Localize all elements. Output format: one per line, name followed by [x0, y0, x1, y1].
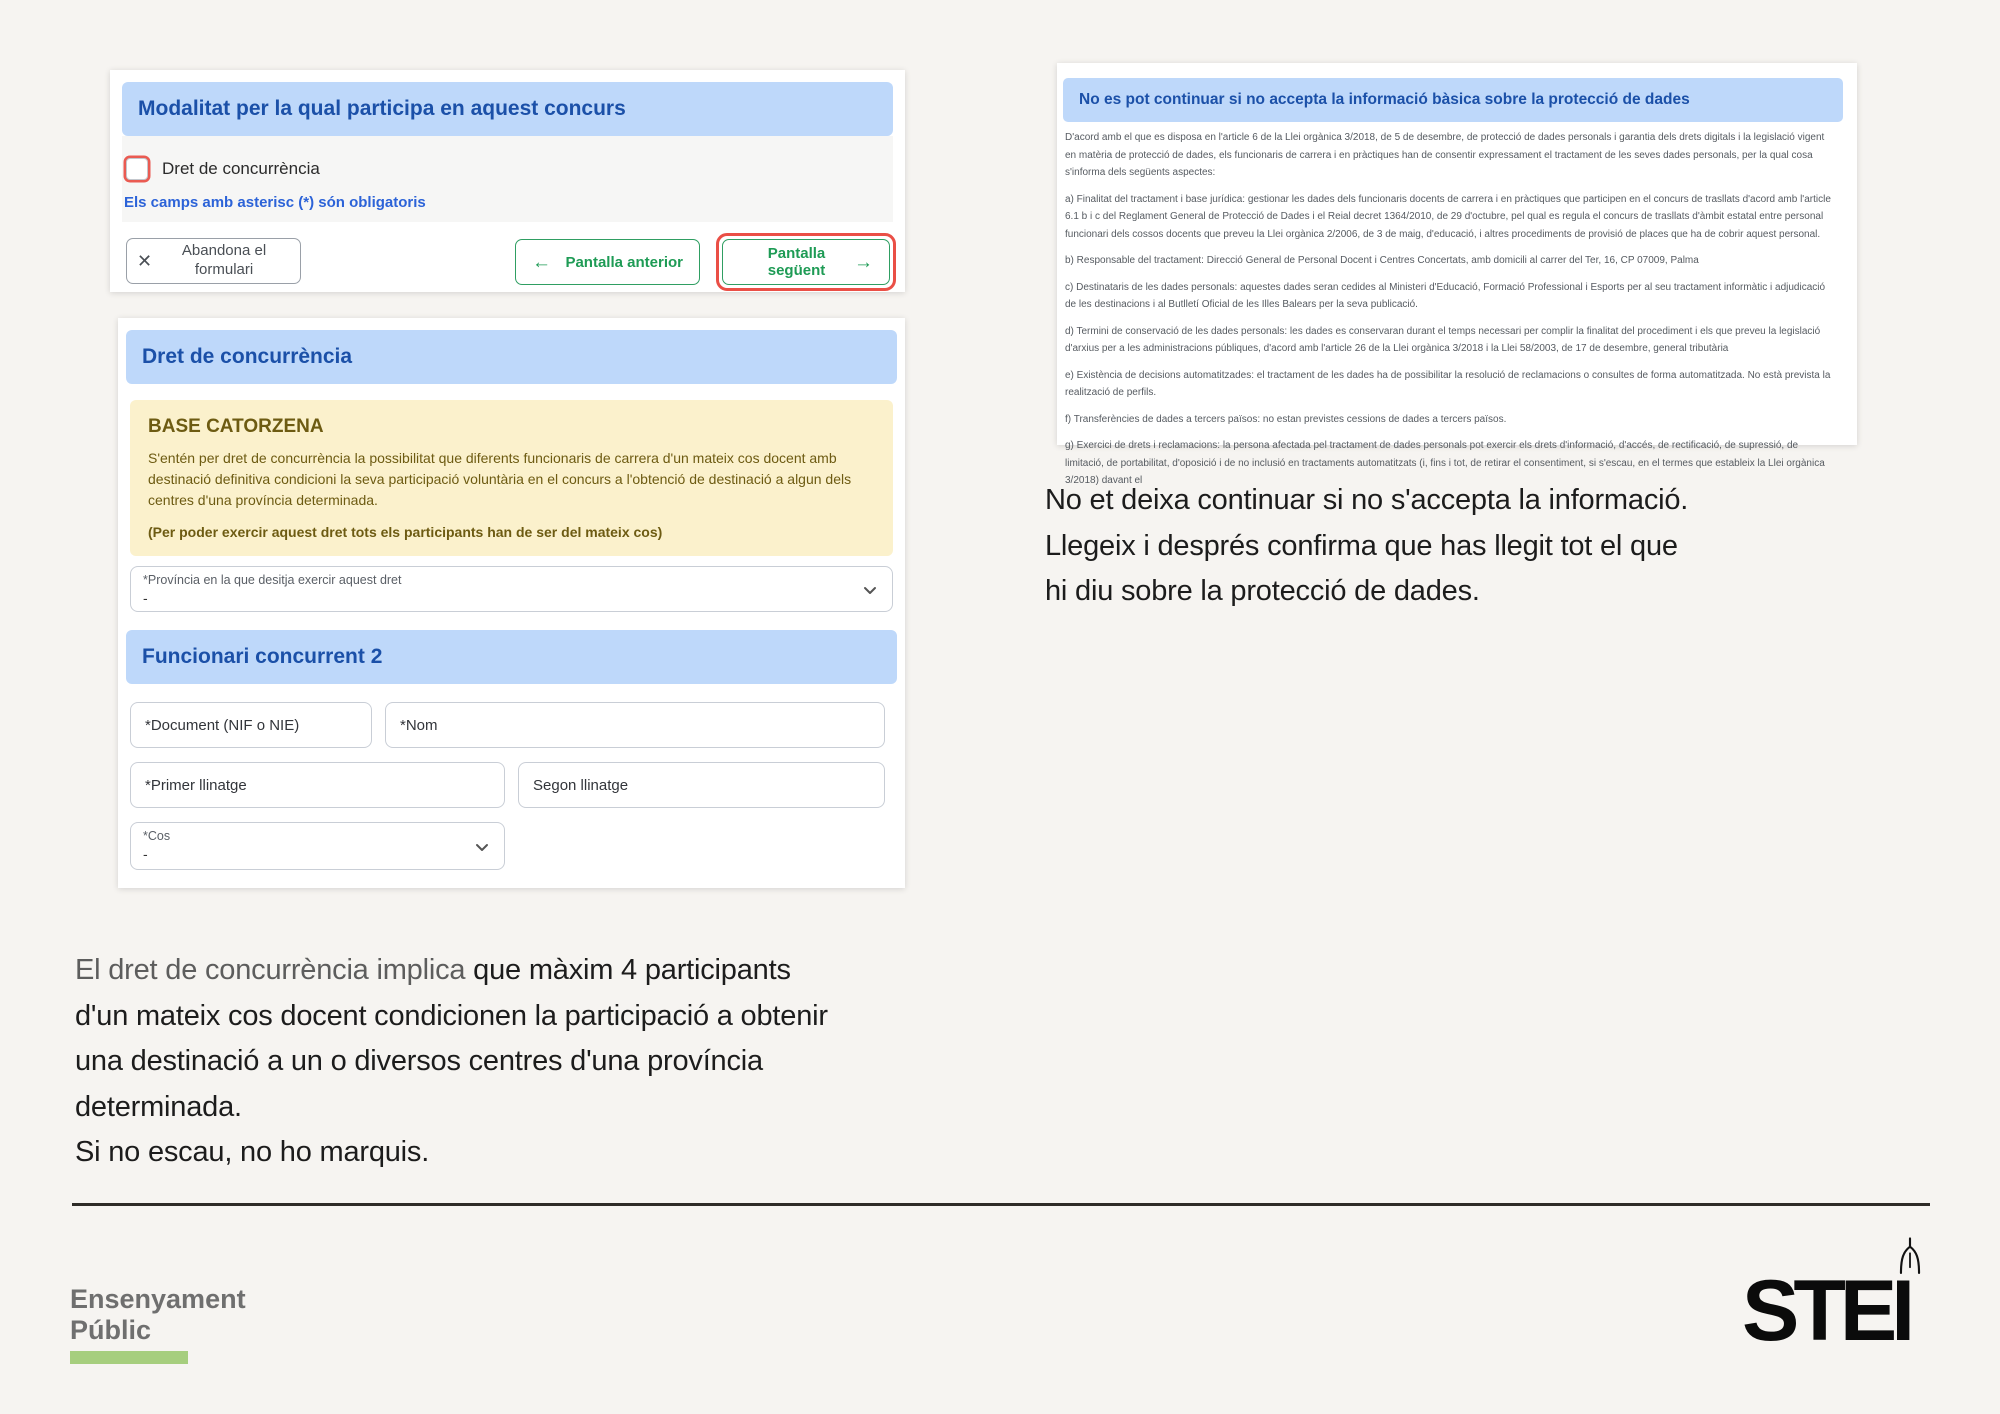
section-title: Modalitat per la qual participa en aquest concurs — [138, 97, 626, 120]
legal-paragraph: f) Transferències de dades a tercers països: no estan previstes cessions de dades a tercers països. — [1065, 413, 1507, 425]
province-select[interactable] — [130, 566, 893, 612]
footer-divider — [72, 1203, 1930, 1206]
checkbox-label: Dret de concurrència — [162, 159, 320, 178]
cos-select-label: *Cos — [143, 829, 171, 843]
annotation-lead-gray: El dret de concurrència implica — [75, 954, 474, 986]
annotation-line: Llegeix i després confirma que has llegit tot el que — [1045, 529, 1678, 562]
chevron-down-icon — [474, 839, 490, 855]
close-icon: ✕ — [137, 251, 153, 271]
annotation-line: Si no escau, no ho marquis. — [75, 1136, 430, 1169]
annotation-line: d'un mateix cos docent condicionen la participació a obtenir — [75, 999, 828, 1032]
legal-paragraph: D'acord amb el que es disposa en l'article 6 de la Llei orgànica 3/2018, de 5 de desembre, de protecció de dades personals i garantia dels drets digitals i la legislació vigent en matèria de protecció de dades, els funcionaris de carrera i en pràctiques han de consentir expressament el tractament de les seves dades personals, per la qual cosa s'informa dels següents aspectes: — [1065, 132, 1825, 178]
right-annotation-text — [1045, 478, 1688, 615]
legal-paragraph: e) Existència de decisions automatitzades: el tractament de les dades ha de possibilitar la resolució de reclamacions o consultes de forma automatitzada. No està prevista la realització de perfils. — [1065, 369, 1831, 398]
document-nif-input[interactable] — [130, 702, 372, 748]
segon-llinatge-input[interactable] — [518, 762, 885, 808]
province-select-value: - — [143, 590, 148, 606]
dret-concurrencia-checkbox[interactable] — [126, 158, 148, 180]
brand-line: Públic — [70, 1314, 152, 1345]
section-header-funcionari-2 — [126, 630, 897, 684]
document-nif-label: *Document (NIF o NIE) — [145, 716, 300, 734]
section-header-protection — [1063, 78, 1843, 122]
screenshot-modalitat-panel — [110, 70, 905, 292]
screenshot-concurrencia-panel — [118, 318, 905, 888]
annotation-highlight-ring — [716, 233, 896, 291]
abandon-form-label: Abandona el formulari — [181, 242, 267, 278]
annotation-line — [75, 948, 828, 994]
annotation-lead-dark: que màxim 4 participants — [473, 954, 791, 986]
base-title: BASE CATORZENA — [148, 416, 324, 437]
checkbox-row — [126, 158, 320, 180]
province-select-label: *Província en la que desitja exercir aquest dret — [143, 573, 402, 587]
primer-llinatge-label: *Primer llinatge — [145, 776, 247, 794]
nom-label: *Nom — [400, 716, 438, 734]
legal-paragraph: a) Finalitat del tractament i base jurídica: gestionar les dades dels funcionaris docents de carrera i en pràctiques que participen en el concurs de trasllats d'acord amb l'article 6.1 b i c del Reglament General de Protecció de Dades i el Reial decret 1364/2010, de 29 d'octubre, pel qual es regula el concurs de trasllats d'àmbit estatal entre personal funcionari dels cossos docents que preveu la Llei orgànica 2/2006, de 3 de maig, d'educació, i altres procediments de provisió de places que ha de cobrir aquest personal. — [1065, 193, 1831, 240]
section-header-modalitat — [122, 82, 893, 136]
base-catorzena-box — [130, 400, 893, 556]
form-buttons-row — [110, 238, 905, 284]
annotation-line: hi diu sobre la protecció de dades. — [1045, 575, 1480, 608]
cos-select[interactable] — [130, 822, 505, 870]
pen-nib-icon — [1893, 1236, 1927, 1282]
legal-paragraph: d) Termini de conservació de les dades personals: les dades es conservaran durant el temps necessari per complir la finalitat del procediment i els que preveu la legislació d'arxius per a les administracions públiques, d'acord amb l'article 26 de la Llei orgànica 3/2018 i la Llei 58/2003, de 17 de desembre, general tributària — [1065, 325, 1821, 354]
segon-llinatge-label: Segon llinatge — [533, 776, 629, 794]
required-fields-note: Els camps amb asterisc (*) són obligatoris — [124, 194, 426, 211]
previous-screen-button[interactable] — [515, 239, 700, 285]
chevron-down-icon — [862, 582, 878, 598]
section-title: Funcionari concurrent 2 — [142, 645, 383, 668]
screenshot-protection-panel — [1057, 63, 1857, 486]
abandon-form-button[interactable] — [126, 238, 301, 284]
brand-line: Ensenyament — [70, 1284, 246, 1314]
annotation-line: No et deixa continuar si no s'accepta la informació. — [1045, 484, 1689, 516]
next-screen-label: Pantalla següent — [767, 245, 826, 279]
ensenyament-public-logo — [70, 1284, 246, 1346]
primer-llinatge-input[interactable] — [130, 762, 505, 808]
section-title: No es pot continuar si no accepta la informació bàsica sobre la protecció de dades — [1079, 91, 1690, 108]
section-title: Dret de concurrència — [142, 345, 353, 368]
nom-input[interactable] — [385, 702, 885, 748]
brand-green-bar — [70, 1351, 188, 1364]
arrow-left-icon: ← — [532, 251, 551, 273]
base-text: S'entén per dret de concurrència la possibilitat que diferents funcionaris de carrera d'un mateix cos docent amb destinació definitiva condicioni la seva participació voluntària en el concurs a l'obtenció de destinació a algun dels centres d'una província determinada. — [148, 450, 852, 508]
annotation-line: determinada. — [75, 1090, 242, 1123]
legal-paragraph: c) Destinataris de les dades personals: aquestes dades seran cedides al Ministeri d'Educació, Formació Professional i Esports per al seu tractament informàtic i adjudicació de les destinacions i al Butlletí Oficial de les Illes Balears per la seva publicació. — [1065, 281, 1826, 310]
base-bold-note: (Per poder exercir aquest dret tots els participants han de ser del mateix cos) — [148, 524, 663, 540]
annotation-line: una destinació a un o diversos centres d'una província — [75, 1045, 763, 1078]
legal-paragraph: b) Responsable del tractament: Direcció General de Personal Docent i Centres Concertats, amb domicili al carrer del Ter, 16, CP 07009, Palma — [1065, 255, 1699, 266]
left-annotation-text — [75, 948, 828, 1176]
previous-screen-label: Pantalla anterior — [565, 253, 683, 271]
section-header-dret — [126, 330, 897, 384]
next-screen-button[interactable] — [722, 239, 890, 285]
stei-logo: STEI — [1742, 1263, 1910, 1359]
arrow-right-icon: → — [854, 251, 873, 273]
cos-select-value: - — [143, 846, 148, 862]
protection-legal-text — [1065, 129, 1837, 499]
legal-paragraph: g) Exercici de drets i reclamacions: la persona afectada pel tractament de dades personals pot exercir els drets d'informació, d'accés, de rectificació, de supressió, de limitació, de portabilitat, d'oposició i de no inclusió en tractaments automatitzats (i, fins i tot, de retirar el consentiment, si s'escau, en el termes que estableix la Llei orgànica 3/2018) davant el — [1065, 440, 1825, 486]
